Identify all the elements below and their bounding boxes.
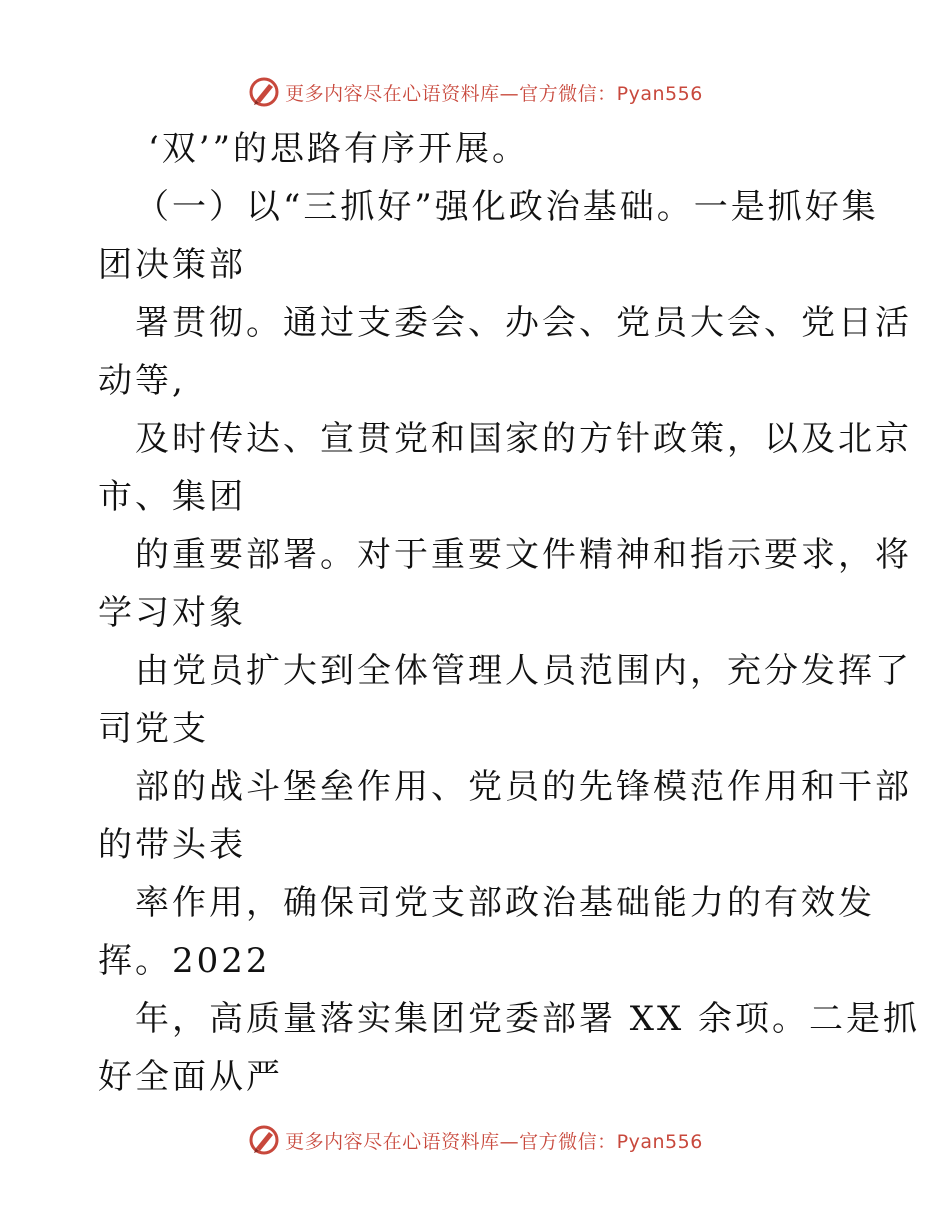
pen-logo-icon [247, 1123, 281, 1157]
text-line: 团决策部 [98, 245, 246, 285]
watermark-text: 更多内容尽在心语资料库—官方微信：Pyan556 [285, 82, 703, 105]
text-line: 率作用，确保司党支部政治基础能力的有效发 [135, 883, 875, 923]
footer-watermark [0, 1120, 950, 1160]
text-line: 的重要部署。对于重要文件精神和指示要求，将 [135, 535, 912, 575]
text-line: （一）以“三抓好”强化政治基础。一是抓好集 [135, 187, 879, 227]
text-line: 由党员扩大到全体管理人员范围内，充分发挥了 [135, 651, 912, 691]
text-line: 年，高质量落实集团党委部署 XX 余项。二是抓 [135, 999, 921, 1039]
pen-logo-icon [247, 75, 281, 109]
text-line: 挥。2022 [98, 941, 271, 981]
text-line: 市、集团 [98, 477, 246, 517]
footer-watermark-inner [247, 1123, 703, 1157]
header-watermark-inner [247, 75, 703, 109]
text-line: 的带头表 [98, 825, 246, 865]
text-line: 部的战斗堡垒作用、党员的先锋模范作用和干部 [135, 767, 912, 807]
text-line: 动等, [98, 361, 186, 401]
watermark-text: 更多内容尽在心语资料库—官方微信：Pyan556 [285, 1130, 703, 1153]
text-line: 学习对象 [98, 593, 246, 633]
text-line: ‘双’”的思路有序开展。 [148, 129, 529, 169]
text-line: 及时传达、宣贯党和国家的方针政策，以及北京 [135, 419, 912, 459]
text-line: 司党支 [98, 709, 209, 749]
header-watermark [0, 72, 950, 112]
text-line: 好全面从严 [98, 1057, 283, 1097]
document-body [98, 120, 921, 1106]
text-line: 署贯彻。通过支委会、办会、党员大会、党日活 [135, 303, 912, 343]
